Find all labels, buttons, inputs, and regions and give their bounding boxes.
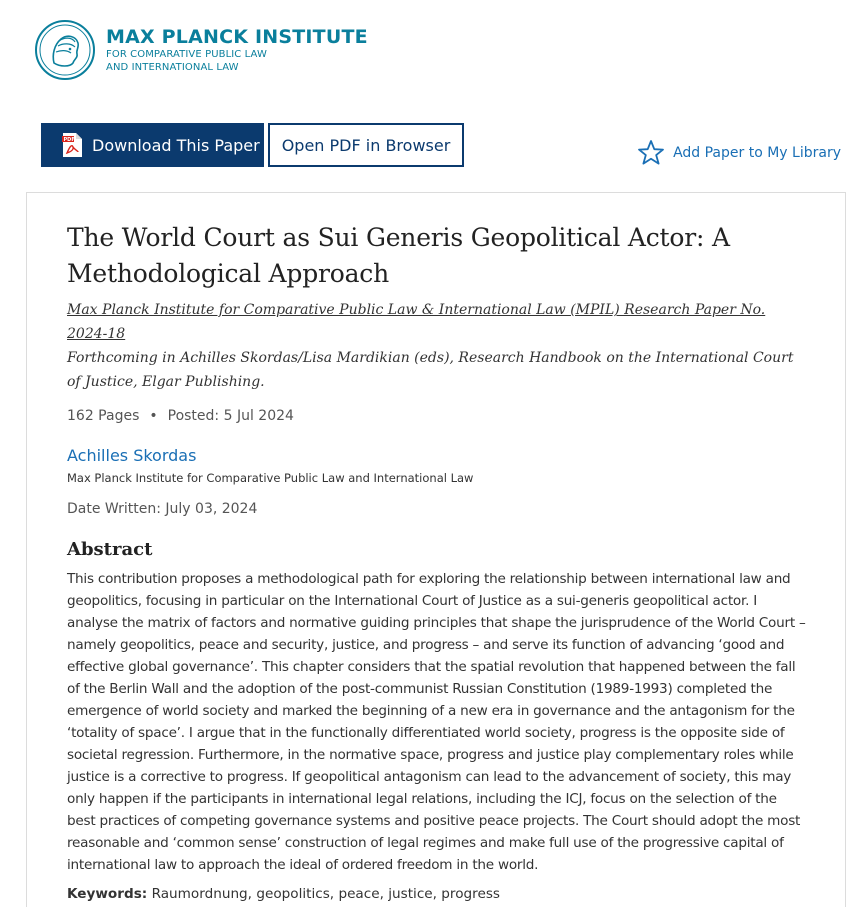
institute-logo[interactable] xyxy=(34,17,368,83)
paper-title: The World Court as Sui Generis Geopolitical Actor: A Methodological Approach xyxy=(67,223,730,288)
abstract-text: This contribution proposes a methodological path for exploring the relationship between international law and geopolitics, focusing in particular on the International Court of Justice as a sui-generis geopolitical actor. I analyse the matrix of factors and normative guiding principles that shape the jurisprudence of the World Court – namely geopolitics, peace and security, justice, and progress – and serve its function of advancing ‘good and effective global governance’. This chapter considers that the spatial revolution that happened between the fall of the Berlin Wall and the adoption of the post-communist Russian Constitution (1989-1993) completed the emergence of world society and marked the beginning of a new era in governance and the antagonism for the ‘totality of space’. I argue that in the functionally differentiated world society, progress is the opposite side of societal regression. Furthermore, in the normative space, progress and justice play complementary roles while justice is a corrective to progress. If geopolitical antagonism can lead to the advancement of society, this may only happen if the participants in international legal relations, including the ICJ, focus on the selection of the best practices of competing governance systems and positive peace projects. The Court should adopt the most reasonable and ‘common sense’ construction of legal regimes and make full use of the progressive capital of international law to approach the ideal of ordered freedom in the world. xyxy=(67,571,806,873)
keywords xyxy=(67,886,807,902)
keywords-label: Keywords: xyxy=(67,886,148,902)
pdf-file-icon xyxy=(62,133,82,157)
add-to-library-link[interactable] xyxy=(637,139,841,167)
abstract-heading: Abstract xyxy=(67,539,153,560)
paper-actions xyxy=(41,123,841,167)
meta-separator: • xyxy=(149,408,158,424)
posted-date: Posted: 5 Jul 2024 xyxy=(167,408,294,424)
download-button-label: Download This Paper xyxy=(92,135,260,155)
logo-subtitle-line-1: FOR COMPARATIVE PUBLIC LAW xyxy=(106,48,267,60)
author-link[interactable]: Achilles Skordas xyxy=(67,446,197,465)
paper-card xyxy=(26,192,846,907)
svg-text:PDF: PDF xyxy=(63,137,75,143)
forthcoming-note: Forthcoming in Achilles Skordas/Lisa Mardikian (eds), Research Handbook on the International Court of Justice, Elgar Publishing. xyxy=(67,350,794,390)
open-pdf-button[interactable]: Open PDF in Browser xyxy=(268,123,464,167)
series-link[interactable]: Max Planck Institute for Comparative Public Law & International Law (MPIL) Research Paper No. 2024-18 xyxy=(67,302,766,342)
paper-meta xyxy=(67,408,807,424)
library-label: Add Paper to My Library xyxy=(673,145,841,161)
minerva-seal-icon xyxy=(34,19,96,81)
download-paper-button[interactable] xyxy=(41,123,264,167)
logo-wordmark xyxy=(106,27,368,74)
logo-title: MAX PLANCK INSTITUTE xyxy=(106,25,368,48)
paper-content xyxy=(67,193,807,902)
logo-subtitle-line-2: AND INTERNATIONAL LAW xyxy=(106,61,239,73)
date-written: Date Written: July 03, 2024 xyxy=(67,501,258,517)
keywords-list: Raumordnung, geopolitics, peace, justice, progress xyxy=(151,886,500,902)
author-affiliation: Max Planck Institute for Comparative Public Law and International Law xyxy=(67,471,474,485)
star-icon xyxy=(637,139,665,167)
paper-series xyxy=(67,298,807,394)
page-count: 162 Pages xyxy=(67,408,140,424)
